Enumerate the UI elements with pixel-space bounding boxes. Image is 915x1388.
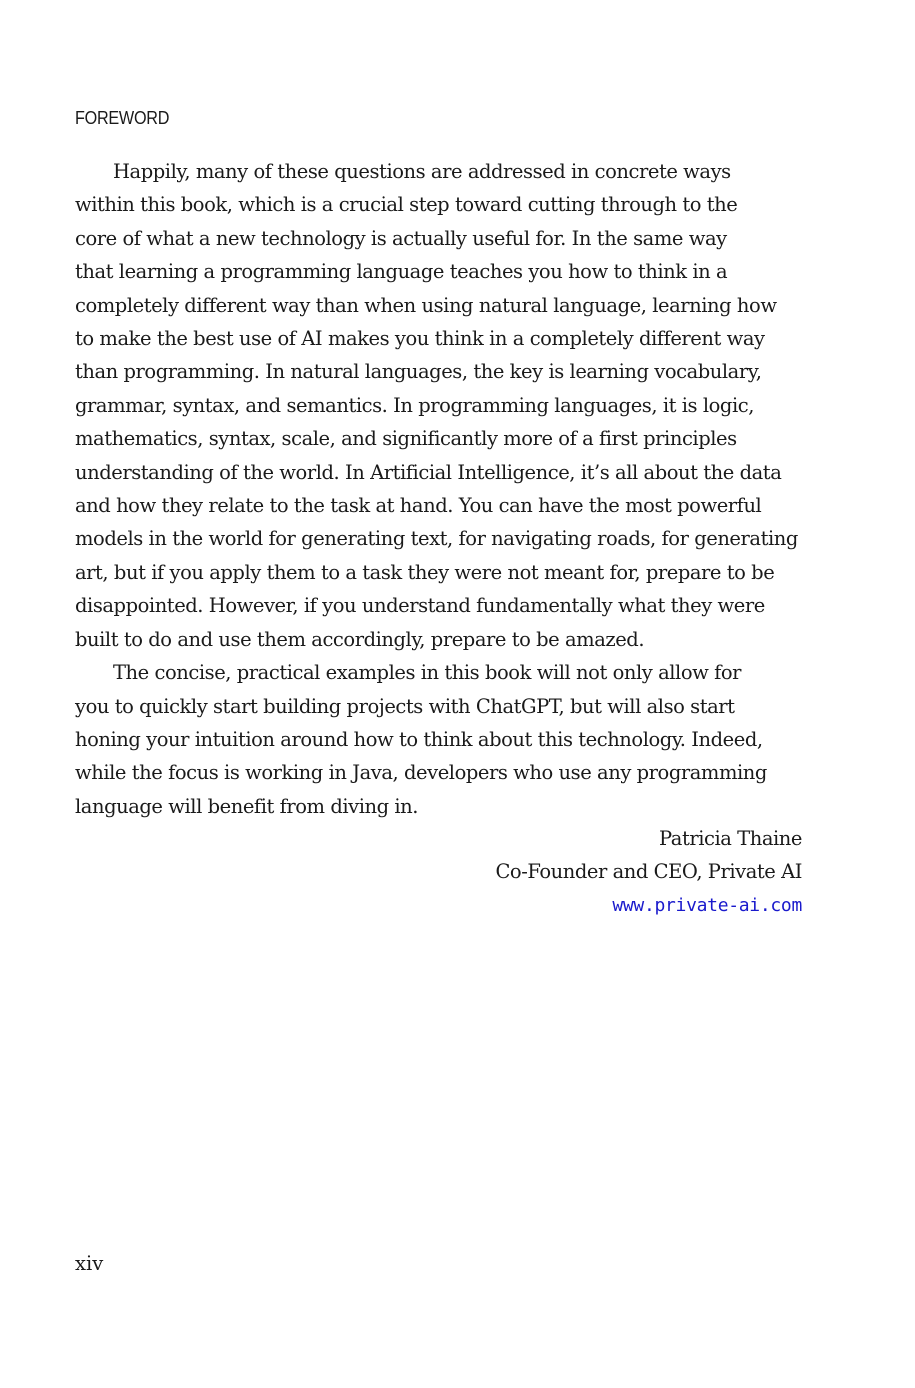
author-name: Patricia Thaine (658, 827, 802, 850)
text-line: that learning a programming language teaches you how to think in a (75, 260, 728, 284)
text-line: while the focus is working in Java, developers who use any programming (75, 761, 767, 785)
page-number: xiv (75, 1252, 104, 1275)
text-line: language will benefit from diving in. (75, 794, 419, 818)
text-line: mathematics, syntax, scale, and significantly more of a first principles (75, 427, 737, 451)
text-line: Happily, many of these questions are addressed in concrete ways (113, 160, 731, 183)
foreword-body (75, 155, 802, 823)
text-line: art, but if you apply them to a task they were not meant for, prepare to be (75, 560, 775, 584)
website-link[interactable]: www.private-ai.com (612, 894, 802, 916)
text-line: built to do and use them accordingly, prepare to be amazed. (75, 627, 645, 651)
text-line: disappointed. However, if you understand fundamentally what they were (75, 594, 765, 618)
text-line: honing your intuition around how to think about this technology. Indeed, (75, 727, 763, 751)
text-line: models in the world for generating text, for navigating roads, for generating (75, 527, 798, 551)
running-head: FOREWORD (75, 108, 170, 128)
text-line: core of what a new technology is actually useful for. In the same way (75, 226, 727, 250)
paragraph-2 (75, 656, 802, 823)
signature-block (495, 822, 802, 922)
text-line: than programming. In natural languages, the key is learning vocabulary, (75, 360, 762, 384)
text-line: to make the best use of AI makes you think in a completely different way (75, 327, 765, 351)
text-line: completely different way than when using natural language, learning how (75, 293, 777, 317)
text-line: you to quickly start building projects with ChatGPT, but will also start (75, 694, 735, 718)
paragraph-1 (75, 155, 802, 656)
author-title: Co-Founder and CEO, Private AI (495, 860, 802, 884)
text-line: within this book, which is a crucial step toward cutting through to the (75, 193, 738, 217)
text-line: and how they relate to the task at hand. You can have the most powerful (75, 494, 762, 518)
text-line: grammar, syntax, and semantics. In programming languages, it is logic, (75, 393, 754, 417)
text-line: The concise, practical examples in this book will not only allow for (113, 661, 742, 685)
text-line: understanding of the world. In Artificial Intelligence, it’s all about the data (75, 460, 782, 484)
